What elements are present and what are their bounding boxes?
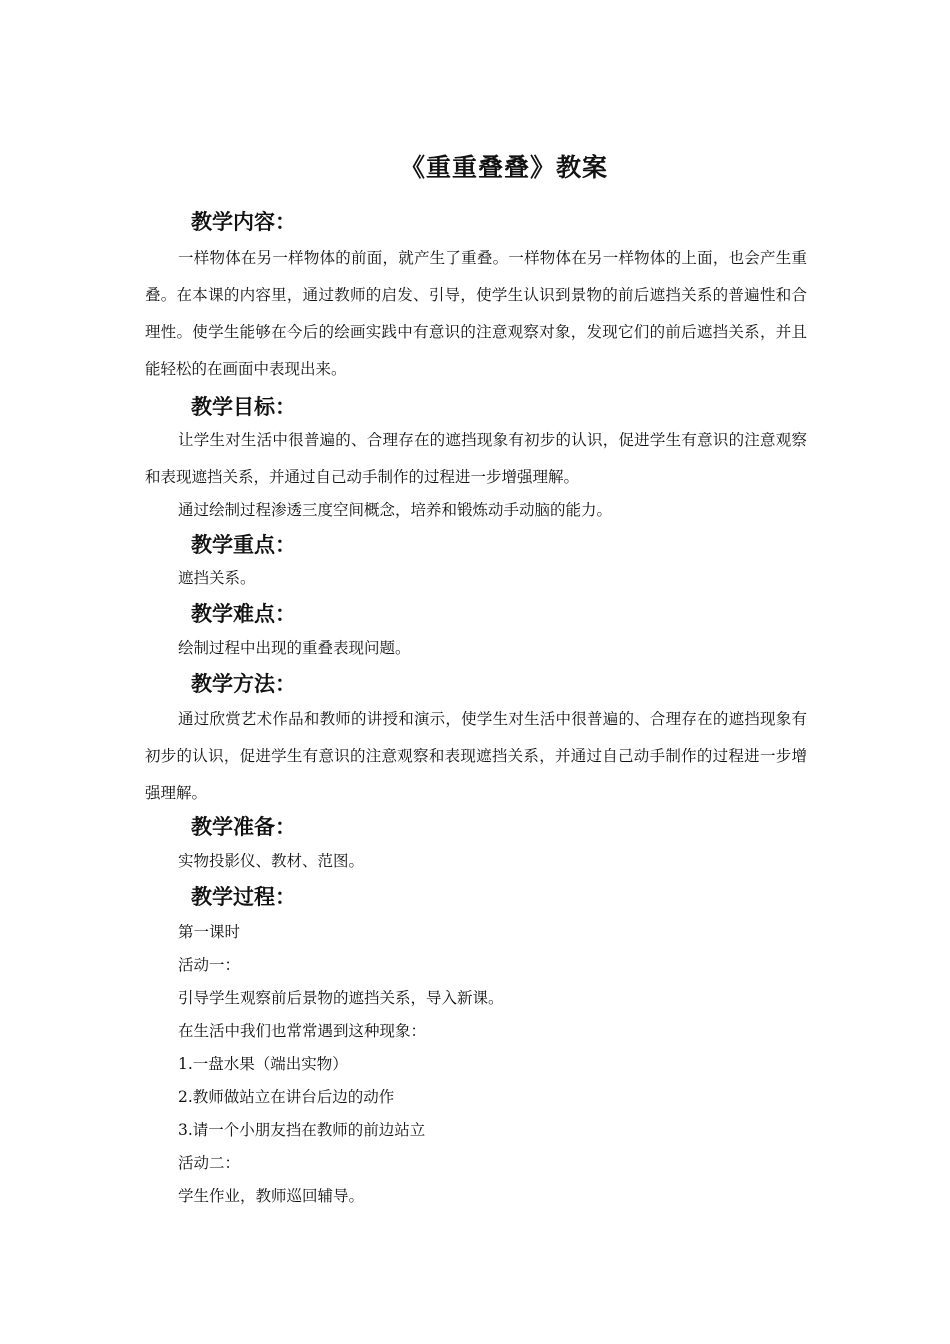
section-heading: 教学准备： — [191, 814, 296, 839]
process-line: 引导学生观察前后景物的遮挡关系，导入新课。 — [178, 989, 504, 1007]
section-preparation — [145, 811, 807, 843]
section-preparation-body — [145, 845, 807, 878]
paragraph: 让学生对生活中很普遍的、合理存在的遮挡现象有初步的认识，促进学生有意识的注意观察和表现遮挡关系，并通过自己动手制作的过程进一步增强理解。 — [145, 431, 807, 486]
section-process — [145, 881, 807, 913]
section-key-points — [145, 529, 807, 561]
process-line: 2.教师做站立在讲台后边的动作 — [178, 1088, 395, 1106]
section-key-points-body — [145, 562, 807, 595]
section-heading: 教学重点： — [191, 532, 296, 557]
section-heading: 教学内容： — [191, 209, 296, 234]
paragraph: 实物投影仪、教材、范图。 — [178, 852, 365, 870]
section-goals — [145, 391, 807, 423]
section-difficulties — [145, 598, 807, 630]
section-heading: 教学难点： — [191, 601, 296, 626]
process-line: 在生活中我们也常常遇到这种现象： — [178, 1022, 427, 1040]
paragraph: 遮挡关系。 — [178, 569, 256, 587]
paragraph: 一样物体在另一样物体的前面，就产生了重叠。一样物体在另一样物体的上面，也会产生重叠。在本课的内容里，通过教师的启发、引导，使学生认识到景物的前后遮挡关系的普遍性和合理性。使学生能够在今后的绘画实践中有意识的注意观察对象，发现它们的前后遮挡关系，并且能轻松的在画面中表现出来。 — [145, 249, 807, 378]
section-goals-body-2 — [145, 494, 807, 527]
paragraph: 通过欣赏艺术作品和教师的讲授和演示，使学生对生活中很普遍的、合理存在的遮挡现象有初步的认识，促进学生有意识的注意观察和表现遮挡关系，并通过自己动手制作的过程进一步增强理解。 — [145, 710, 807, 802]
process-line: 第一课时 — [178, 923, 241, 941]
section-content-body — [145, 240, 807, 388]
document-title: 《重重叠叠》教案 — [399, 153, 608, 182]
process-line: 活动二： — [178, 1154, 241, 1172]
section-goals-body — [145, 422, 807, 496]
process-line: 活动一： — [178, 956, 241, 974]
process-line: 3.请一个小朋友挡在教师的前边站立 — [178, 1121, 426, 1139]
process-line: 1.一盘水果（端出实物） — [178, 1055, 348, 1073]
paragraph: 通过绘制过程渗透三度空间概念，培养和锻炼动手动脑的能力。 — [178, 501, 613, 519]
section-heading: 教学过程： — [191, 884, 296, 909]
section-heading: 教学目标： — [191, 394, 296, 419]
process-line: 学生作业，教师巡回辅导。 — [178, 1187, 365, 1205]
section-difficulties-body — [145, 632, 807, 665]
section-methods — [145, 668, 807, 700]
section-process-body — [145, 916, 807, 1213]
paragraph: 绘制过程中出现的重叠表现问题。 — [178, 639, 411, 657]
section-methods-body — [145, 701, 807, 812]
section-heading: 教学方法： — [191, 671, 296, 696]
section-content — [145, 206, 807, 238]
